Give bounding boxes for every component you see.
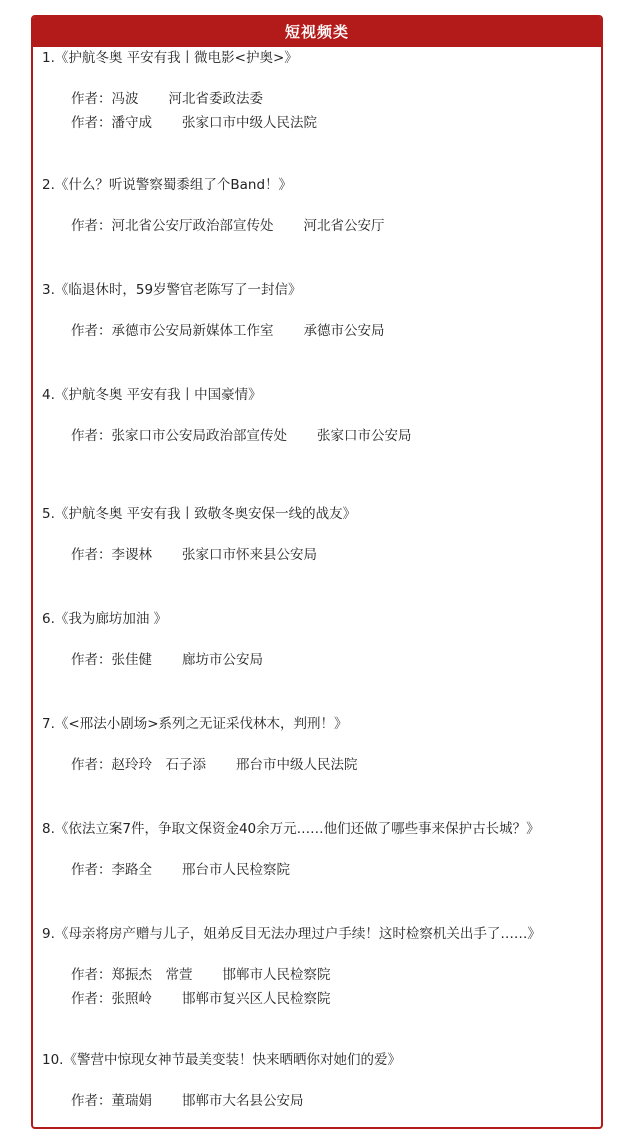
- author-names: 赵玲玲 石子添: [111, 757, 206, 773]
- author-label: 作者：: [71, 757, 112, 773]
- list-item: [42, 607, 593, 672]
- author-line: [71, 424, 593, 448]
- author-label: 作者：: [71, 323, 112, 339]
- author-organization: 邯郸市大名县公安局: [182, 1093, 304, 1109]
- author-label: 作者：: [71, 218, 112, 234]
- author-label: 作者：: [71, 547, 112, 563]
- author-line: [71, 319, 593, 343]
- panel-header-title: 短视频类: [33, 17, 601, 47]
- author-names: 张家口市公安局政治部宣传处: [111, 428, 287, 444]
- entry-title: 3.《临退休时，59岁警官老陈写了一封信》: [42, 282, 302, 298]
- author-names: 李谡林: [111, 547, 152, 563]
- list-item: [42, 712, 593, 777]
- author-label: 作者：: [71, 91, 112, 107]
- author-organization: 邯郸市复兴区人民检察院: [182, 991, 331, 1007]
- list-item: [42, 502, 593, 567]
- list-item: [42, 383, 593, 448]
- author-names: 河北省公安厅政治部宣传处: [111, 218, 274, 234]
- author-organization: 邢台市人民检察院: [182, 862, 290, 878]
- author-line: [71, 648, 593, 672]
- author-organization: 张家口市怀来县公安局: [182, 547, 317, 563]
- author-names: 郑振杰 常萱: [111, 967, 193, 983]
- author-organization: 张家口市中级人民法院: [182, 115, 317, 131]
- author-names: 董瑞娟: [111, 1093, 152, 1109]
- author-line: [71, 753, 593, 777]
- author-names: 张照岭: [111, 991, 152, 1007]
- list-item: [42, 1048, 593, 1113]
- author-names: 潘守成: [111, 115, 152, 131]
- author-line: [71, 1089, 593, 1113]
- entry-title: 2.《什么？听说警察蜀黍组了个Band！》: [42, 177, 293, 193]
- entry-title: 4.《护航冬奥 平安有我丨中国豪情》: [42, 387, 262, 403]
- entry-authors: [42, 1089, 593, 1113]
- author-names: 承德市公安局新媒体工作室: [111, 323, 274, 339]
- entry-title: 7.《<邢法小剧场>系列之无证采伐林木，判刑！》: [42, 716, 348, 732]
- author-line: [71, 87, 593, 111]
- entry-authors: [42, 543, 593, 567]
- entry-title: 6.《我为廊坊加油 》: [42, 611, 168, 627]
- author-organization: 邢台市中级人民法院: [236, 757, 358, 773]
- author-line: [71, 543, 593, 567]
- entry-title: 10.《警营中惊现女神节最美变装！快来晒晒你对她们的爱》: [42, 1052, 401, 1068]
- author-label: 作者：: [71, 428, 112, 444]
- author-line: [71, 858, 593, 882]
- entry-authors: [42, 319, 593, 343]
- author-label: 作者：: [71, 652, 112, 668]
- short-video-panel: [31, 15, 603, 1129]
- entry-authors: [42, 648, 593, 672]
- author-organization: 邯郸市人民检察院: [222, 967, 331, 983]
- author-names: 冯波: [111, 91, 139, 107]
- author-label: 作者：: [71, 967, 112, 983]
- author-line: [71, 963, 593, 987]
- entry-authors: [42, 963, 593, 1011]
- author-label: 作者：: [71, 1093, 112, 1109]
- author-label: 作者：: [71, 115, 112, 131]
- author-label: 作者：: [71, 991, 112, 1007]
- entry-authors: [42, 858, 593, 882]
- author-organization: 张家口市公安局: [317, 428, 412, 444]
- list-item: [42, 922, 593, 1011]
- entry-authors: [42, 424, 593, 448]
- entry-title: 8.《依法立案7件，争取文保资金40余万元……他们还做了哪些事来保护古长城？》: [42, 821, 540, 837]
- author-line: [71, 987, 593, 1011]
- author-line: [71, 214, 593, 238]
- author-organization: 承德市公安局: [303, 323, 385, 339]
- author-line: [71, 111, 593, 135]
- entry-authors: [42, 87, 593, 135]
- entry-title: 1.《护航冬奥 平安有我丨微电影<护奥>》: [42, 50, 298, 66]
- list-item: [42, 817, 593, 882]
- author-organization: 廊坊市公安局: [182, 652, 263, 668]
- entry-authors: [42, 214, 593, 238]
- author-names: 张佳健: [111, 652, 152, 668]
- list-item: [42, 46, 593, 135]
- author-organization: 河北省公安厅: [303, 218, 385, 234]
- list-item: [42, 278, 593, 343]
- entry-title: 5.《护航冬奥 平安有我丨致敬冬奥安保一线的战友》: [42, 506, 357, 522]
- entry-authors: [42, 753, 593, 777]
- author-label: 作者：: [71, 862, 112, 878]
- list-item: [42, 173, 593, 238]
- author-names: 李路全: [111, 862, 152, 878]
- entry-title: 9.《母亲将房产赠与儿子，姐弟反目无法办理过户手续！这时检察机关出手了……》: [42, 926, 541, 942]
- author-organization: 河北省委政法委: [168, 91, 263, 107]
